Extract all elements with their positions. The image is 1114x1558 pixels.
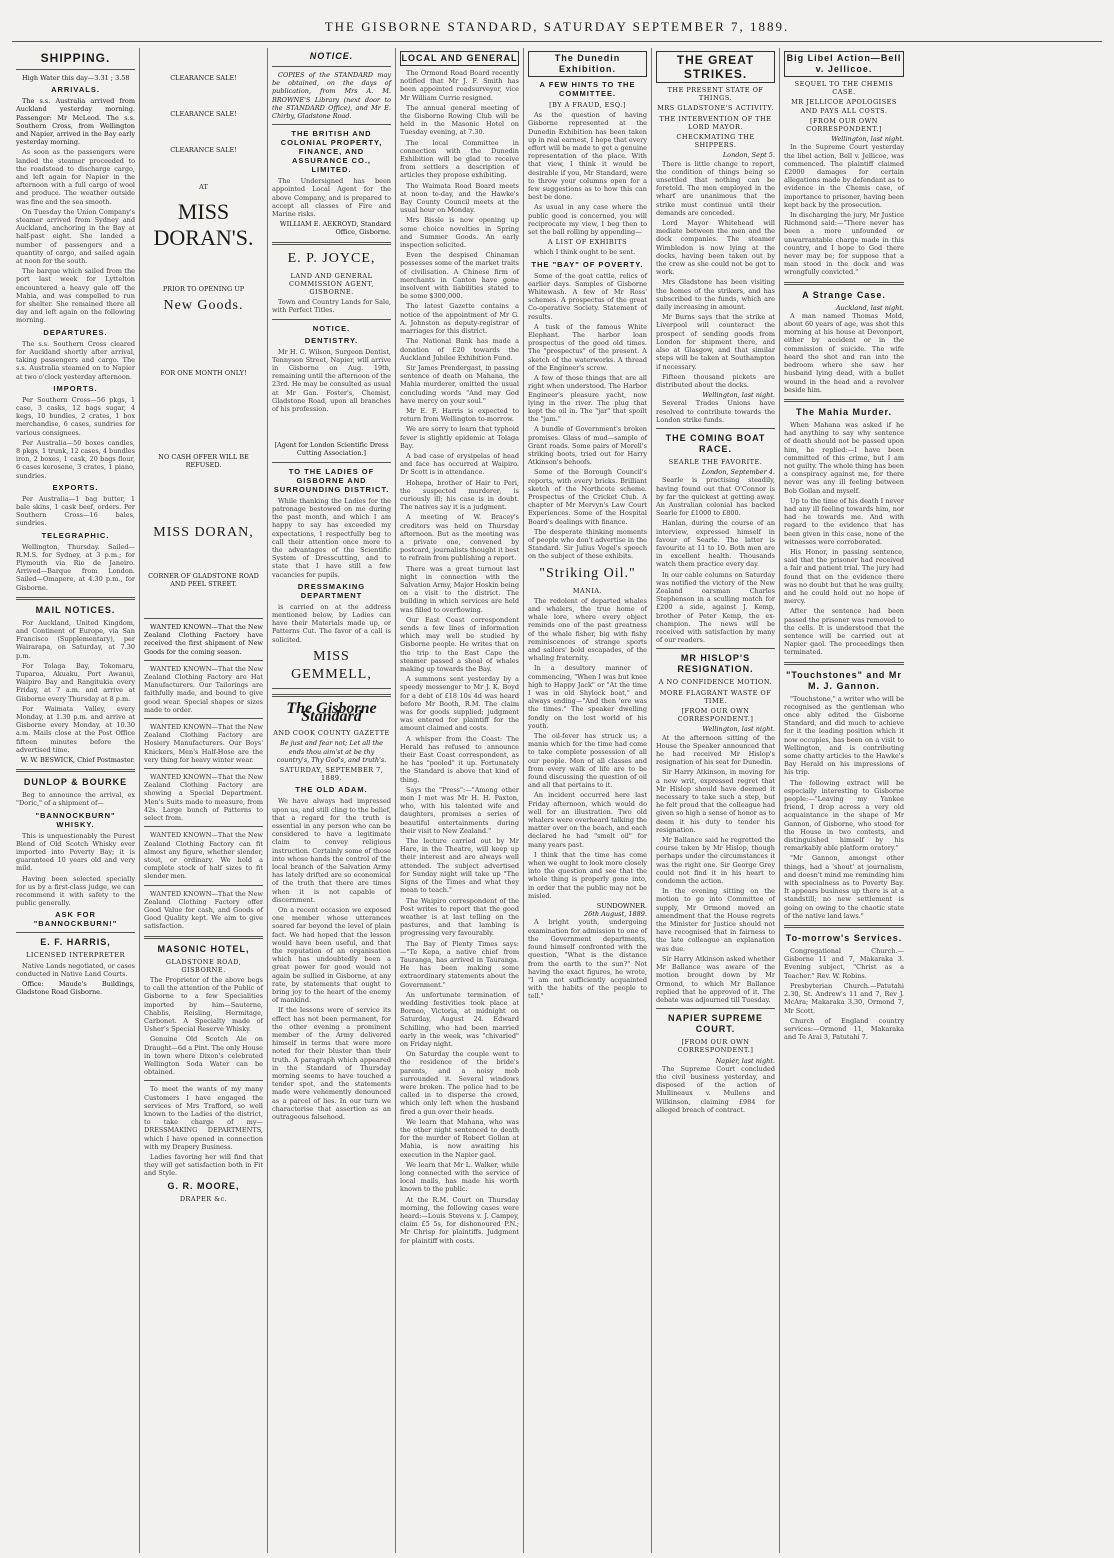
libel-heading: Big Libel Action—Bell v. Jellicoe. xyxy=(784,51,904,77)
column-shipping xyxy=(12,48,140,1553)
divider xyxy=(144,885,263,886)
body-text: WANTED KNOWN—That the New Zealand Clothing Factory are Hosiery Manufacturers. Our Boys' Knickers, Men's Half-Hose are the very thing for heavy winter wear. xyxy=(144,723,263,764)
body-text: The s.s. Southern Cross cleared for Auckland shortly after arrival, taking passengers and cargo. The s.s. Australia steamed on to Napier at two o'clock yesterday afternoon. xyxy=(16,339,135,381)
aekroyd-signature: WILLIAM E. AEKROYD, Standard Office, Gisborne. xyxy=(279,220,391,237)
divider xyxy=(272,462,391,463)
body-text: In discharging the jury, Mr Justice Richmond said:—"There never has been a more unfounded or unwarrantable charge made in this country, and I hope to God there never may be; for suppose that a man stood in the dock and was wrongfully convicted." xyxy=(784,211,904,277)
paper-sub: AND COOK COUNTY GAZETTE xyxy=(273,729,390,738)
body-text: In the Supreme Court yesterday the libel action, Bell v. Jellicoe, was commenced. The plaintiff claimed £2000 damages for certain allegations made by defendant as to evidence in the Chemis case, of importance to prisoner, having been kept back by the prosecution. xyxy=(784,143,904,209)
body-text: A tusk of the famous White Elephant. The harbor loan prospectus of the good old times. The "prospectus" of the present. A sketch of the waterworks. A thread of the Engineer's screw. xyxy=(528,322,647,372)
bay-poverty-heading: THE "BAY" OF POVERTY. xyxy=(531,259,644,269)
body-text: The following extract will be especially interesting to Gisborne people:—"Leaving my Yankee friend, I drop across a very old acquaintance in the shape of Mr Gannon, of Gisborne, who stood for the House in two contests, and distinguished himself by his remarkably able platform oratory." xyxy=(784,778,904,853)
divider xyxy=(144,1080,263,1081)
shipping-heading: SHIPPING. xyxy=(40,51,111,65)
body-text: WANTED KNOWN—That the New Zealand Clothing Factory offer Good Value for cash, and Goods of Good Quality kept. We aim to give satisfaction. xyxy=(144,889,263,931)
masonic-sub: GLADSTONE ROAD, GISBORNE. xyxy=(165,957,242,974)
body-text: WANTED KNOWN—That the New Zealand Clothing Factory are Hat Manufacturers. Our Tailorings are faithfully made, and bound to give good wear. Special shapes or sizes made to order. xyxy=(144,664,263,714)
imports-heading: IMPORTS. xyxy=(53,383,98,393)
dateline: Wellington, last night. xyxy=(702,725,775,734)
body-text: A bundle of Government's broken promises. Glass of mud—sample of Grant roads. Some pairs of Morell's striking boots, tried out for Harry Atkinson's behoofs. xyxy=(528,425,647,467)
body-text: The Waimata Road Board meets at noon to-day, and the Hawke's Bay County Council meets at the usual hour on Monday. xyxy=(400,181,519,215)
body-text: There was a great turnout last night in connection with the Salvation Army, Major Hoskin being on a visit to the district. The building in which services are held was filled to overflowing. xyxy=(400,564,519,614)
mail-notices-heading: MAIL NOTICES. xyxy=(35,604,116,615)
divider xyxy=(272,694,391,697)
body-text: Mrs Gladstone has been visiting the homes of the strikers, and has subscribed to the funds, which are daily increasing in amount. xyxy=(656,278,775,312)
body-text: Mr H. C. Wilson, Surgeon Dentist, Tennyson Street, Napier, will arrive in Gisborne on Aug. 19th, remaining until the afternoon of the 23rd. He may be consulted as usual at Mr Gan. Foster's, Chemist, Gladstone Road, upon all branches of his profession. xyxy=(272,347,391,414)
body-text: The oil-fever has struck us; a mania which for the time had come to take complete possession of all our people. Men of all classes and from every walk of life are to be found discussing the question of oil and all that pertains to it. xyxy=(528,732,647,790)
own-correspondent: [FROM OUR OWN CORRESPONDENT.] xyxy=(806,116,882,134)
miss-doran-heading: MISS DORAN, xyxy=(153,524,254,540)
dateline: Wellington, last night. xyxy=(702,391,775,400)
british-heading: THE BRITISH AND COLONIAL PROPERTY, FINANCE, AND ASSURANCE CO., LIMITED. xyxy=(280,129,383,175)
harris-sub: LICENSED INTERPRETER xyxy=(26,951,125,960)
clearance-sale-3: CLEARANCE SALE! xyxy=(170,146,237,155)
body-text: Hanlan, during the course of an interview, expressed himself in favour of Searle. The latter is favourite at 11 to 10. Both men are in excellent health. Thousands watch them practice every day. xyxy=(656,519,775,569)
harris-heading: E. F. HARRIS, xyxy=(40,937,111,948)
telegraphic-heading: TELEGRAPHIC. xyxy=(41,530,110,540)
boatrace-sub: SEARLE THE FAVORITE. xyxy=(668,457,763,466)
body-text: The redolent of departed whales and whalers, the true home of whale lore, where every object reminds one of the past greatness of the whale fisher, big with fishy reminiscences of strange sports and sailors' bold escapades, of the whaling fraternity. xyxy=(528,596,647,663)
moore-heading: G. R. MOORE, xyxy=(167,1180,240,1191)
corner-text: CORNER OF GLADSTONE ROAD AND PEEL STREET. xyxy=(148,571,259,588)
hislop-heading: MR HISLOP'S RESIGNATION. xyxy=(677,653,754,675)
divider xyxy=(144,768,263,769)
mania-heading: MANIA. xyxy=(572,586,603,595)
body-text: Searle is practising steadily, having found out that O'Connor is by far the quickest at getting away. An Australian colonial has backed Searle for £1000 to £800. xyxy=(656,476,775,518)
body-text: Mr Burns says that the strike at Liverpool will counteract the prospect of sending goods from London for shipment there, and also at Glasgow, and that similar steps will be taken at Southampton if necessary. xyxy=(656,313,775,371)
body-text: Having been selected specially for us by a first-class judge, we can recommend it with safety to the public generally. xyxy=(16,874,135,908)
divider xyxy=(272,242,391,245)
body-text: Lord Mayor Whitehead will mediate between the men and the dock companies. The steamer Wimbledon is now lying at the docks, having been taken out by the crew as she could not be got to work. xyxy=(656,219,775,277)
body-text: A man named Thomas Mold, about 60 years of age, was shot this morning at his house at Devonport, either by accident or in the commission of suicide. The wife heard the shot and ran into the bedroom where she saw her husband lying dead, with a bullet wound in the head and a revolver beside him. xyxy=(784,311,904,394)
column-great-strikes xyxy=(652,48,780,1553)
column-advertisements xyxy=(140,48,268,1553)
body-text: The Ormond Road Board recently notified that Mr J. F. Smith has been appointed roadsurveyor, vice Mr William Currie resigned. xyxy=(400,69,519,102)
strikes-sub-3: THE INTERVENTION OF THE LORD MAYOR. xyxy=(659,114,772,131)
body-text: An unfortunate termination of wedding festivities took place at Borneo, Victoria, at midnight on Saturday, August 24. Edward Schilling, who had been married early in the week, was "chivaried" on Friday night. xyxy=(400,990,519,1048)
divider xyxy=(784,925,904,928)
dateline: Auckland, last night. xyxy=(835,303,904,312)
gemmell-heading: MISS GEMMELL, xyxy=(291,648,372,682)
agent-note: [Agent for London Scientific Dress Cutting Association.] xyxy=(274,441,389,458)
body-text: His Honor, in passing sentence, said that the prisoner had received a fair and patient trial. The jury had found that on the evidence there was no doubt but that he was guilty, and he could hold out no hope of mercy. xyxy=(784,547,904,606)
body-text: The local Committee in connection with the Dunedin Exhibition will be glad to receive from settlers a description of articles they propose exhibiting. xyxy=(400,138,519,180)
dateline: Napier, last night. xyxy=(715,1056,775,1065)
dunedin-heading: The Dunedin Exhibition. xyxy=(528,51,647,77)
body-text: WANTED KNOWN—That the New Zealand Clothing Factory are showing a Special Department. Men's Suits made to measure, from 42s. Large bunch of Patterns to select from. xyxy=(144,773,263,823)
striking-oil-heading: "Striking Oil." xyxy=(539,565,636,581)
body-text: The Undersigned has been appointed Local Agent for the above Company, and is prepared to accept all classes of Fire and Marine risks. xyxy=(272,177,391,219)
copies-notice: COPIES of the STANDARD may be obtained, on the days of publication, from Mrs A. M. BROWNE'S Library (next door to the STANDARD Office), and Mr E. Chirby, Gladstone Road. xyxy=(272,71,391,121)
body-text: Beg to announce the arrival, ex "Doric," of a shipment of— xyxy=(16,791,135,808)
joyce-heading: E. P. JOYCE, xyxy=(287,250,376,266)
divider xyxy=(144,936,263,939)
local-general-heading: LOCAL AND GENERAL xyxy=(400,51,519,66)
exports-heading: EXPORTS. xyxy=(52,482,99,492)
new-goods-heading: New Goods. xyxy=(163,298,244,314)
strikes-sub-2: MRS GLADSTONE'S ACTIVITY. xyxy=(657,104,774,113)
body-text: The barque which sailed from the port last week for Lyttelton encountered a heavy gale off the Mahia, and was compelled to run for shelter. She remained there all day and left again on the following morning. xyxy=(16,267,135,325)
body-text: Per Australia—50 boxes candles, 8 pkgs, 1 trunk, 12 cases, 4 bundles iron, 2 boxes, 1 cask, 20 bags flour, 6 cases kerosene, 3 crates, 1 piano, sundries. xyxy=(16,438,135,480)
no-cash-text: NO CASH OFFER WILL BE REFUSED. xyxy=(158,453,249,470)
column-libel-action xyxy=(780,48,908,1553)
body-text: Fifteen thousand pickets are distributed about the docks. xyxy=(656,372,775,389)
body-text: Mr E. F. Harris is expected to return from Wellington to-morrow. xyxy=(400,406,519,424)
body-text: We learn that Mr L. Walker, while long connected with the service of local mails, has made his worth known to the public. xyxy=(400,1160,519,1194)
body-text: is carried on at the address mentioned below, by Ladies can have their Materials made up, or Patterns Cut. The favor of a call is solicited. xyxy=(272,602,391,644)
divider xyxy=(16,769,135,772)
moore-sub: DRAPER &c. xyxy=(179,1194,228,1203)
napier-heading: NAPIER SUPREME COURT. xyxy=(667,1013,763,1035)
paper-motto: Be just and fear not; Let all the ends thou aim'st at be thy country's, Thy God's, and truth's. xyxy=(276,739,387,764)
own-correspondent: [FROM OUR OWN CORRESPONDENT.] xyxy=(677,1038,754,1055)
paper-date: SATURDAY, SEPTEMBER 7, 1889. xyxy=(279,765,384,783)
body-text: In a desultory manner of commencing, "When I was but knee high to Happy Jack" or "At the time I was in old Shylock boat," and always ending—"And then 'ere was the times." The speaker dwelling fondly on the lost world of his youth. xyxy=(528,664,647,730)
body-text: We have always had impressed upon us, and still cling to the belief, that a regard for the truth is essential in any person who can be considered to have a legitimate claim to convey religious instruction. Certainly some of those into whose hands the control of the local branch of the Salvation Army has lately drifted are so economical of the truth that there are times when it is not capable of discernment. xyxy=(272,797,391,904)
body-text: The desperate thinking moments of people who don't advertise in the Standard. Sir Julius Vogel's speech on the subject of these exhibits. xyxy=(528,527,647,561)
hislop-sub-2: MORE FLAGRANT WASTE OF TIME. xyxy=(659,688,772,705)
body-text: The lecture carried out by Mr Hare, in the Theatre, will keep up their interest and are always well attended. The subject advertised for Sunday night will take up "The Signs of the Times and what they mean to teach." xyxy=(400,837,519,895)
body-text: The Proprietor of the above begs to call the attention of the Public of Gisborne to a few Specialities imported by him—Sauterne, Chablis, Reisling, Hermitage, Carbonet. A Specialty made of Usher's Special Reserve Whisky. xyxy=(144,975,263,1034)
divider xyxy=(16,932,135,933)
divider xyxy=(272,124,391,125)
body-text: Some of the Borough Council's reports, with every bricks. Brilliant sketch of the Northcote scheme. Prospectus of the Cricket Club. A chapter of Mr Mervyn's Law Court Experiences. Some of the Hospital Board's dealings with finance. xyxy=(528,468,647,526)
body-text: Ladies favoring her will find that they will get satisfaction both in Fit and Style. xyxy=(144,1153,263,1178)
body-text: Genuine Old Scotch Ale on Draught—6d a Pint. The only House in town where Dixon's celebrated Wellington Soda Water can be obtained. xyxy=(144,1035,263,1077)
body-text: Mrs Bissle is now opening up some choice novelties in Spring and Summer Goods. An early inspection solicited. xyxy=(400,216,519,250)
body-text: A summons sent yesterday by a speedy messenger to Mr J. K. Boyd for a debt of £18 10s 4d was heard before Mr Booth, R.M. The claim was for goods supplied; judgment was entered for plaintiff for the amount claimed and costs. xyxy=(400,675,519,733)
body-text: Wellington, Thursday. Sailed—R.M.S. for Sydney, at 3 p.m.; for Plymouth via Rio de Janeiro. Arrived—Barque from London. Sailed—Omapere, at 4.30 p.m., for Gisborne. xyxy=(16,542,135,592)
body-text: Congregational Church.—Gisborne 11 and 7, Makaraka 3. Evening subject, "Christ as a Teacher." Rev. W. Robins. xyxy=(784,947,904,980)
apologises-sub: MR JELLICOE APOLOGISES AND PAYS ALL COSTS. xyxy=(791,98,897,115)
old-adam-heading: THE OLD ADAM. xyxy=(295,785,368,795)
body-text: As the question of having Gisborne represented at the Dunedin Exhibition has been taken up in real earnest, I hope that every effort will be made to get a genuine representation of the place. With that view, I think it would be desirable if you, Mr Standard, were to throw your columns open for a few suggestions as to how this can best be done. xyxy=(528,111,647,202)
masthead: THE GISBORNE STANDARD, SATURDAY SEPTEMBER 7, 1889. xyxy=(12,18,1102,42)
arrivals-heading: ARRIVALS. xyxy=(51,85,100,95)
clearance-sale-2: CLEARANCE SALE! xyxy=(170,110,237,119)
column-local-general xyxy=(396,48,524,1553)
body-text: For Auckland, United Kingdom, and Continent of Europe, via San Francisco (Supplementary), per Wairarapa, on Saturday, at 7.30 p.m. xyxy=(16,618,135,660)
body-text: Sir James Prendergast, in passing sentence of death on Mahana, the Mahia murderer, omitted the usual concluding words "And may God have mercy on your soul." xyxy=(400,363,519,405)
body-text: Church of England country services:—Ormond 11, Makaraka and Te Arai 3, Patutahi 7. xyxy=(784,1016,904,1042)
dateline: London, Sept 5. xyxy=(722,151,775,160)
body-text: A meeting of W. Bracey's creditors was held on Thursday afternoon. But as the meeting was a private one, convened by postcard, journalists thought it best to refrain from publishing a report. xyxy=(400,513,519,563)
body-text: WANTED KNOWN—That the New Zealand Clothing Factory can fit almost any figure, whether slender, stout, or ordinary. We hold a complete stock of half sizes to fit slender men. xyxy=(144,831,263,881)
body-text: An incident occurred here last Friday afternoon, which would do well for an illustration. Two old whalers were overheard talking the matter over on the beach, and each declared he had "smelt oil" for many years past. xyxy=(528,791,647,849)
divider xyxy=(16,597,135,600)
body-text: At the afternoon sitting of the House the Speaker announced that he had received Mr Hislop's resignation of his seat for Dunedin. xyxy=(656,733,775,767)
body-text: We learn that Mahana, who was the other night sentenced to death for the murder of Robert Gollan at Mahia, is now awaiting his execution in the Napier gaol. xyxy=(400,1117,519,1159)
dentistry-heading: DENTISTRY. xyxy=(304,335,359,345)
body-text: On Saturday the couple went to the residence of the bride's parents, and a noisy mob surrounded it. Several windows were broken. The police had to be called in to disperse the crowd, which only left when the husband fired a gun over their heads. xyxy=(400,1050,519,1116)
own-correspondent: [FROM OUR OWN CORRESPONDENT.] xyxy=(677,707,754,724)
miss-dorans-heading: MISS DORAN'S. xyxy=(153,198,254,250)
by-line: [BY A FRAUD, ESQ.] xyxy=(549,101,626,109)
harris-office: Office: Maude's Buildings, Gladstone Road Gisborne. xyxy=(16,980,135,997)
body-text: Native Lands negotiated, or cases conducted in Native Land Courts. xyxy=(16,961,135,978)
body-text: "Mr Gannon, amongst other things, had a 'shout' at journalism, and doesn't mind me reminding him with specialness as to Poverty Bay. It appears business up there is at a standstill; no new settlement is going on owing to the chaotic state of the native land laws." xyxy=(784,854,904,920)
sequel-sub: SEQUEL TO THE CHEMIS CASE. xyxy=(794,80,894,97)
body-text: A bright youth, undergoing examination for admission to one of the Government departments, found himself confronted with the question, "What is the distance from the earth to the sun?" Not having the exact figures, he wrote, "I am not sufficiently acquainted with the habits of the people to tell." xyxy=(528,918,647,1001)
few-hints-heading: A FEW HINTS TO THE COMMITTEE. xyxy=(539,80,636,98)
body-text: As usual in any case where the public good is concerned, you will reciprocate my view, I beg then to set the ball rolling by appending— xyxy=(528,203,647,237)
mail-signature: W. W. BESWICK, Chief Postmaster. xyxy=(20,756,135,765)
one-month-text: FOR ONE MONTH ONLY! xyxy=(160,369,247,378)
arrivals-text: The s.s. Australia arrived from Auckland yesterday morning. Passenger: Mr McLeod. The s.s. Southern Cross, from Wellington and Napier, arrived in the Bay early yesterday morning. xyxy=(16,97,135,147)
body-text: When Mahana was asked if he had anything to say why sentence of death should not be passed upon him, he replied:—I have been committed of this crime, but I am not guilty. The whole thing has been a conspiracy against me, for there never was any ill feeling between Bob Gollan and myself. xyxy=(784,420,904,495)
body-text: The annual general meeting of the Gisborne Rowing Club will be held in the Masonic Hotel on Tuesday evening, at 7.30. xyxy=(400,103,519,137)
boatrace-heading: THE COMING BOAT RACE. xyxy=(665,432,766,454)
body-text: At the R.M. Court on Thursday morning, the following cases were heard:—Louis Stevens v. J. Campey, claim £5 5s, for dishonoured P.N.; Mr Chrisp for plaintiffs. Judgment for plaintiff with costs. xyxy=(400,1195,519,1245)
body-text: Town and Country Lands for Sale, with Perfect Titles. xyxy=(272,298,391,315)
notice-heading: NOTICE. xyxy=(309,51,354,61)
mahia-murder-heading: The Mahia Murder. xyxy=(795,406,892,417)
body-text: If the lessons were of service its effect has not been permanent, for the other evening a prominent member of the Army delivered himself in terms that were more noted for their bluster than their truth. A paragraph which appeared in the Standard of Thursday morning seems to have touched a tender spot, and the statements made were vehemently denounced as a parcel of lies. In our turn we characterise that assertion as an outrageous falsehood. xyxy=(272,1006,391,1122)
divider xyxy=(272,319,391,320)
body-text: which I think ought to be sent. xyxy=(534,248,636,257)
body-text: "Touchstone," a writer who will be recognised as the gentleman who once ably edited the Gisborne Standard, and did much to achieve for it the leading position which it now occupies, has been on a visit to Wellington, and is contributing some chatty articles to the Hawke's Bay Herald on his impressions of his trip. xyxy=(784,694,904,777)
notice2-heading: NOTICE. xyxy=(312,323,351,333)
strikes-sub-4: CHECKMATING THE SHIPPERS. xyxy=(676,133,755,150)
departures-heading: DEPARTURES. xyxy=(43,327,108,337)
body-text: This is unquestionably the Purest Blend of Old Scotch Whisky ever imported into Poverty Bay; it is guaranteed 10 years old and very mild. xyxy=(16,831,135,873)
divider xyxy=(144,660,263,661)
ask-for-heading: ASK FOR "BANNOCKBURN!" xyxy=(33,910,118,929)
body-text: A whisper from the Coast: The Herald has refused to announce their East Coast correspondent, as he has "pooled" it up. Fortunately the Standard is above that kind of thing. xyxy=(400,734,519,784)
body-text: Per Australia—1 bag butter, 1 bale skins, 1 cask beef, orders. Per Southern Cross—16 bales, sundries. xyxy=(16,494,135,528)
sundowner-signature: SUNDOWNER. xyxy=(596,902,647,911)
masonic-heading: MASONIC HOTEL, xyxy=(157,943,250,954)
column-dunedin-exhibition xyxy=(524,48,652,1553)
columns xyxy=(12,48,1102,1553)
body-text: We are sorry to learn that typhoid fever is slightly epidemic at Tolaga Bay. xyxy=(400,425,519,450)
body-text: I think that the time has come when we ought to look more closely into the question and see that the whole thing is properly gone into, in order that the public may not be misled. xyxy=(528,850,647,900)
body-text: Presbyterian Church.—Patutahi 2.30, St. Andrew's 11 and 7, Rev J. McAra; Makaraka 3.30, Ormond 7, Mr Scott. xyxy=(784,981,904,1015)
body-text: A bad case of erysipelas of head and face has occurred at Waipiro. Dr Scott is in attendance. xyxy=(400,451,519,477)
divider xyxy=(144,718,263,719)
divider xyxy=(144,826,263,827)
hislop-sub-1: A NO CONFIDENCE MOTION. xyxy=(658,678,773,687)
body-text: Hohepa, brother of Hair to Peri, the suspected murderer, is curiously ill; his case is in doubt. The natives say it is a judgment. xyxy=(400,478,519,512)
date-signature: 26th August, 1889. xyxy=(583,910,647,919)
touchstones-heading: "Touchstones" and Mr M. J. Gannon. xyxy=(786,669,902,691)
body-text: In our cable columns on Saturday was notified the victory of the New Zealand oarsman Charles Stephenson in a sculling match for £200 a side, against J. Kemp, brother of Peter Kemp, the ex-champion. The news will be received with satisfaction by many of our readers. xyxy=(656,570,775,645)
divider xyxy=(16,69,135,70)
divider xyxy=(784,662,904,665)
body-text: Mr Ballance said he regretted the course taken by Mr Hislop, though perhaps under the circumstances it was the right one. Sir George Grey could not find it in his heart to condemn the action. xyxy=(656,836,775,886)
body-text: The Supreme Court concluded the civil business yesterday, and disposed of the action of Mullineaux v. Mullens and Wilkinson, claiming £984 for alleged breach of contract. xyxy=(656,1064,775,1114)
joyce-sub: LAND AND GENERAL COMMISSION AGENT, GISBORNE. xyxy=(289,271,374,297)
clearance-sale-1: CLEARANCE SALE! xyxy=(170,74,237,82)
column-notices-editorial xyxy=(268,48,396,1553)
body-text: There is little change to report, the condition of things being so unsettled that nothing can be foretold. The men employed in the wharf are unanimous that the strike must continue until their demands are conceded. xyxy=(656,159,775,217)
ladies-heading: TO THE LADIES OF GISBORNE AND SURROUNDING DISTRICT. xyxy=(273,466,390,494)
body-text: The Waipiro correspondent of the Post writes to report that the good weather is at last telling on the pastures, and that lambing is progressing very favourably. xyxy=(400,896,519,938)
divider xyxy=(272,688,391,689)
body-text: While thanking the Ladies for the patronage bestowed on me during the past month, and which I am happy to say has exceeded my expectations, I respectfully beg to call their attention once more to the advantages of the Scientific System of Dresscutting, and to state that I have still a few vacancies for pupils. xyxy=(272,496,391,579)
strikes-sub-1: THE PRESENT STATE OF THINGS. xyxy=(667,86,764,103)
divider xyxy=(656,428,775,429)
divider xyxy=(656,648,775,649)
great-strikes-heading: THE GREAT STRIKES. xyxy=(656,51,775,83)
body-text: A few of those things that are all right when understood. The Harbor Engineer's pleasure yacht, now lying in the river. The plug that kept the oil in. The "jar" that spoilt the "jam." xyxy=(528,374,647,424)
strange-case-heading: A Strange Case. xyxy=(802,289,886,300)
body-text: Sir Harry Atkinson, in moving for a new writ, expressed regret that Mr Hislop should have deemed it necessary to take such a step, but he felt proud that the colleague had given so high a sense of honor as to deem it his duty to tender his resignation. xyxy=(656,768,775,834)
body-text: Per Southern Cross—56 pkgs, 1 case, 3 casks, 12 bags sugar, 4 kegs, 10 bundles, 2 crates, 1 box merchandise, 6 cases, sundries for various consignees. xyxy=(16,395,135,437)
divider xyxy=(784,399,904,402)
services-heading: To-morrow's Services. xyxy=(785,933,903,944)
body-text: On Tuesday the Union Company's steamer arrived from Sydney and Auckland, anchoring in the Bay at half-past eight. She landed a number of passengers and a quantity of cargo, and sailed again at noon for the south. xyxy=(16,207,135,266)
body-text: Sir Harry Atkinson asked whether Mr Ballance was aware of the motion brought down by Mr Ormond, to which Mr Ballance replied that he approved of it. The debate was adjourned till Tuesday. xyxy=(656,954,775,1004)
divider xyxy=(656,1008,775,1009)
bannockburn-heading: "BANNOCKBURN" WHISKY. xyxy=(35,810,116,829)
dunlop-heading: DUNLOP & BOURKE xyxy=(23,777,128,788)
body-text: As soon as the passengers were landed the steamer proceeded to the roadstead to discharge cargo, and left again for Napier in the afternoon with a full cargo of wool and produce. The weather outside was fine and the sea smooth. xyxy=(16,148,135,206)
body-text: To meet the wants of my many Customers I have engaged the services of Mrs Trafford, so well known to the Ladies of the district, to take charge of my— DRESSMAKING DEPARTMENTS, which I have opened in connection with my Drapery Business. xyxy=(144,1085,263,1151)
body-text: For Tolaga Bay, Tokomaru, Tuparoa, Akuaku, Port Awanui, Waipiro Bay and Rangitukia every Friday, at 7 a.m. and arrive at Gisborne every Thursday at 8 p.m. xyxy=(16,661,135,703)
body-text: The latest Gazette contains a notice of the appointment of Mr G. A. Johnston as deputy-registrar of marriages for this district. xyxy=(400,302,519,336)
list-heading: A LIST OF EXHIBITS xyxy=(547,238,628,247)
divider xyxy=(784,282,904,285)
body-text: In the evening sitting on the motion to go into Committee of supply, Mr Ormond moved an amendment that the House regrets the Minister for Justice should not have recognised that in fairness to the late colleague an explanation was due. xyxy=(656,887,775,953)
body-text: Our East Coast correspondent sends a few lines of information which may well be studied by Gisborne people. He writes that on the trip to the East Cape the steamer passed a shoal of whales making up towards the Bay. xyxy=(400,615,519,674)
body-text: Even the despised Chinaman possesses some of the market traits of civilisation. A Chinese firm of merchants in Canton have gone insolvent with liabilities stated to be some $300,000. xyxy=(400,251,519,301)
at-text: AT xyxy=(199,182,208,191)
high-water: High Water this day—3.31 ; 3.58 xyxy=(22,74,130,82)
body-text: On a recent occasion we exposed one member whose utterances soared far beyond the level of plain fact. We had hoped that the lesson would have been useful, and that the reputation of an organisation which has undoubtedly been a great power for good would not again be sullied in Gisborne, at any rate, by statements that ought to bring joy to the heart of the enemy of mankind. xyxy=(272,906,391,1005)
paper-title: The Gisborne Standard xyxy=(286,699,377,725)
body-text: Several Trades Unions have resolved to contribute towards the London strike funds. xyxy=(656,399,775,424)
body-text: For Waimata Valley, every Monday, at 1.30 p.m. and arrive at Gisborne every Monday, at 10.30 a.m. Mails close at the Post Office fifteen minutes before the advertised time. xyxy=(16,704,135,754)
body-text: Some of the goat cattle, relics of earlier days. Samples of Gisborne Whitewash. A few of Mr Ross' schemes. A prospectus of the great Co-operative Society. Statement of results. xyxy=(528,271,647,321)
body-text: Says the "Press":—"Among other men I met was Mr H. H. Paxton, who, with his talented wife and daughters, promises a series of beautiful entertainments during their visit to New Zealand." xyxy=(400,785,519,835)
divider xyxy=(272,66,391,67)
dateline: London, September 4. xyxy=(701,468,775,477)
wanted-known-1: WANTED KNOWN—That the New Zealand Clothing Factory have received the first shipment of New Goods for the coming season. xyxy=(144,623,263,656)
divider xyxy=(144,618,263,619)
dateline: Wellington, last night. xyxy=(831,135,904,144)
dressmaking-heading: DRESSMAKING DEPARTMENT xyxy=(297,581,366,600)
body-text: The Bay of Plenty Times says:—"Te Kepa, a native chief from Tauranga, has arrived in Tauranga. He has been making some extraordinary statements about the Government." xyxy=(400,939,519,989)
prior-text: PRIOR TO OPENING UP xyxy=(162,284,245,293)
body-text: After the sentence had been passed the prisoner was removed to the cells. It is understood that the sentence will be carried out at Napier gaol. The proceedings then terminated. xyxy=(784,607,904,657)
body-text: The National Bank has made a donation of £20 towards the Auckland Jubilee Exhibition Fund. xyxy=(400,337,519,362)
body-text: Up to the time of his death I never had any ill feeling towards him, nor had he towards me. And with regard to the evidence that has been given in this case, none of the witnesses were corroborated. xyxy=(784,496,904,546)
